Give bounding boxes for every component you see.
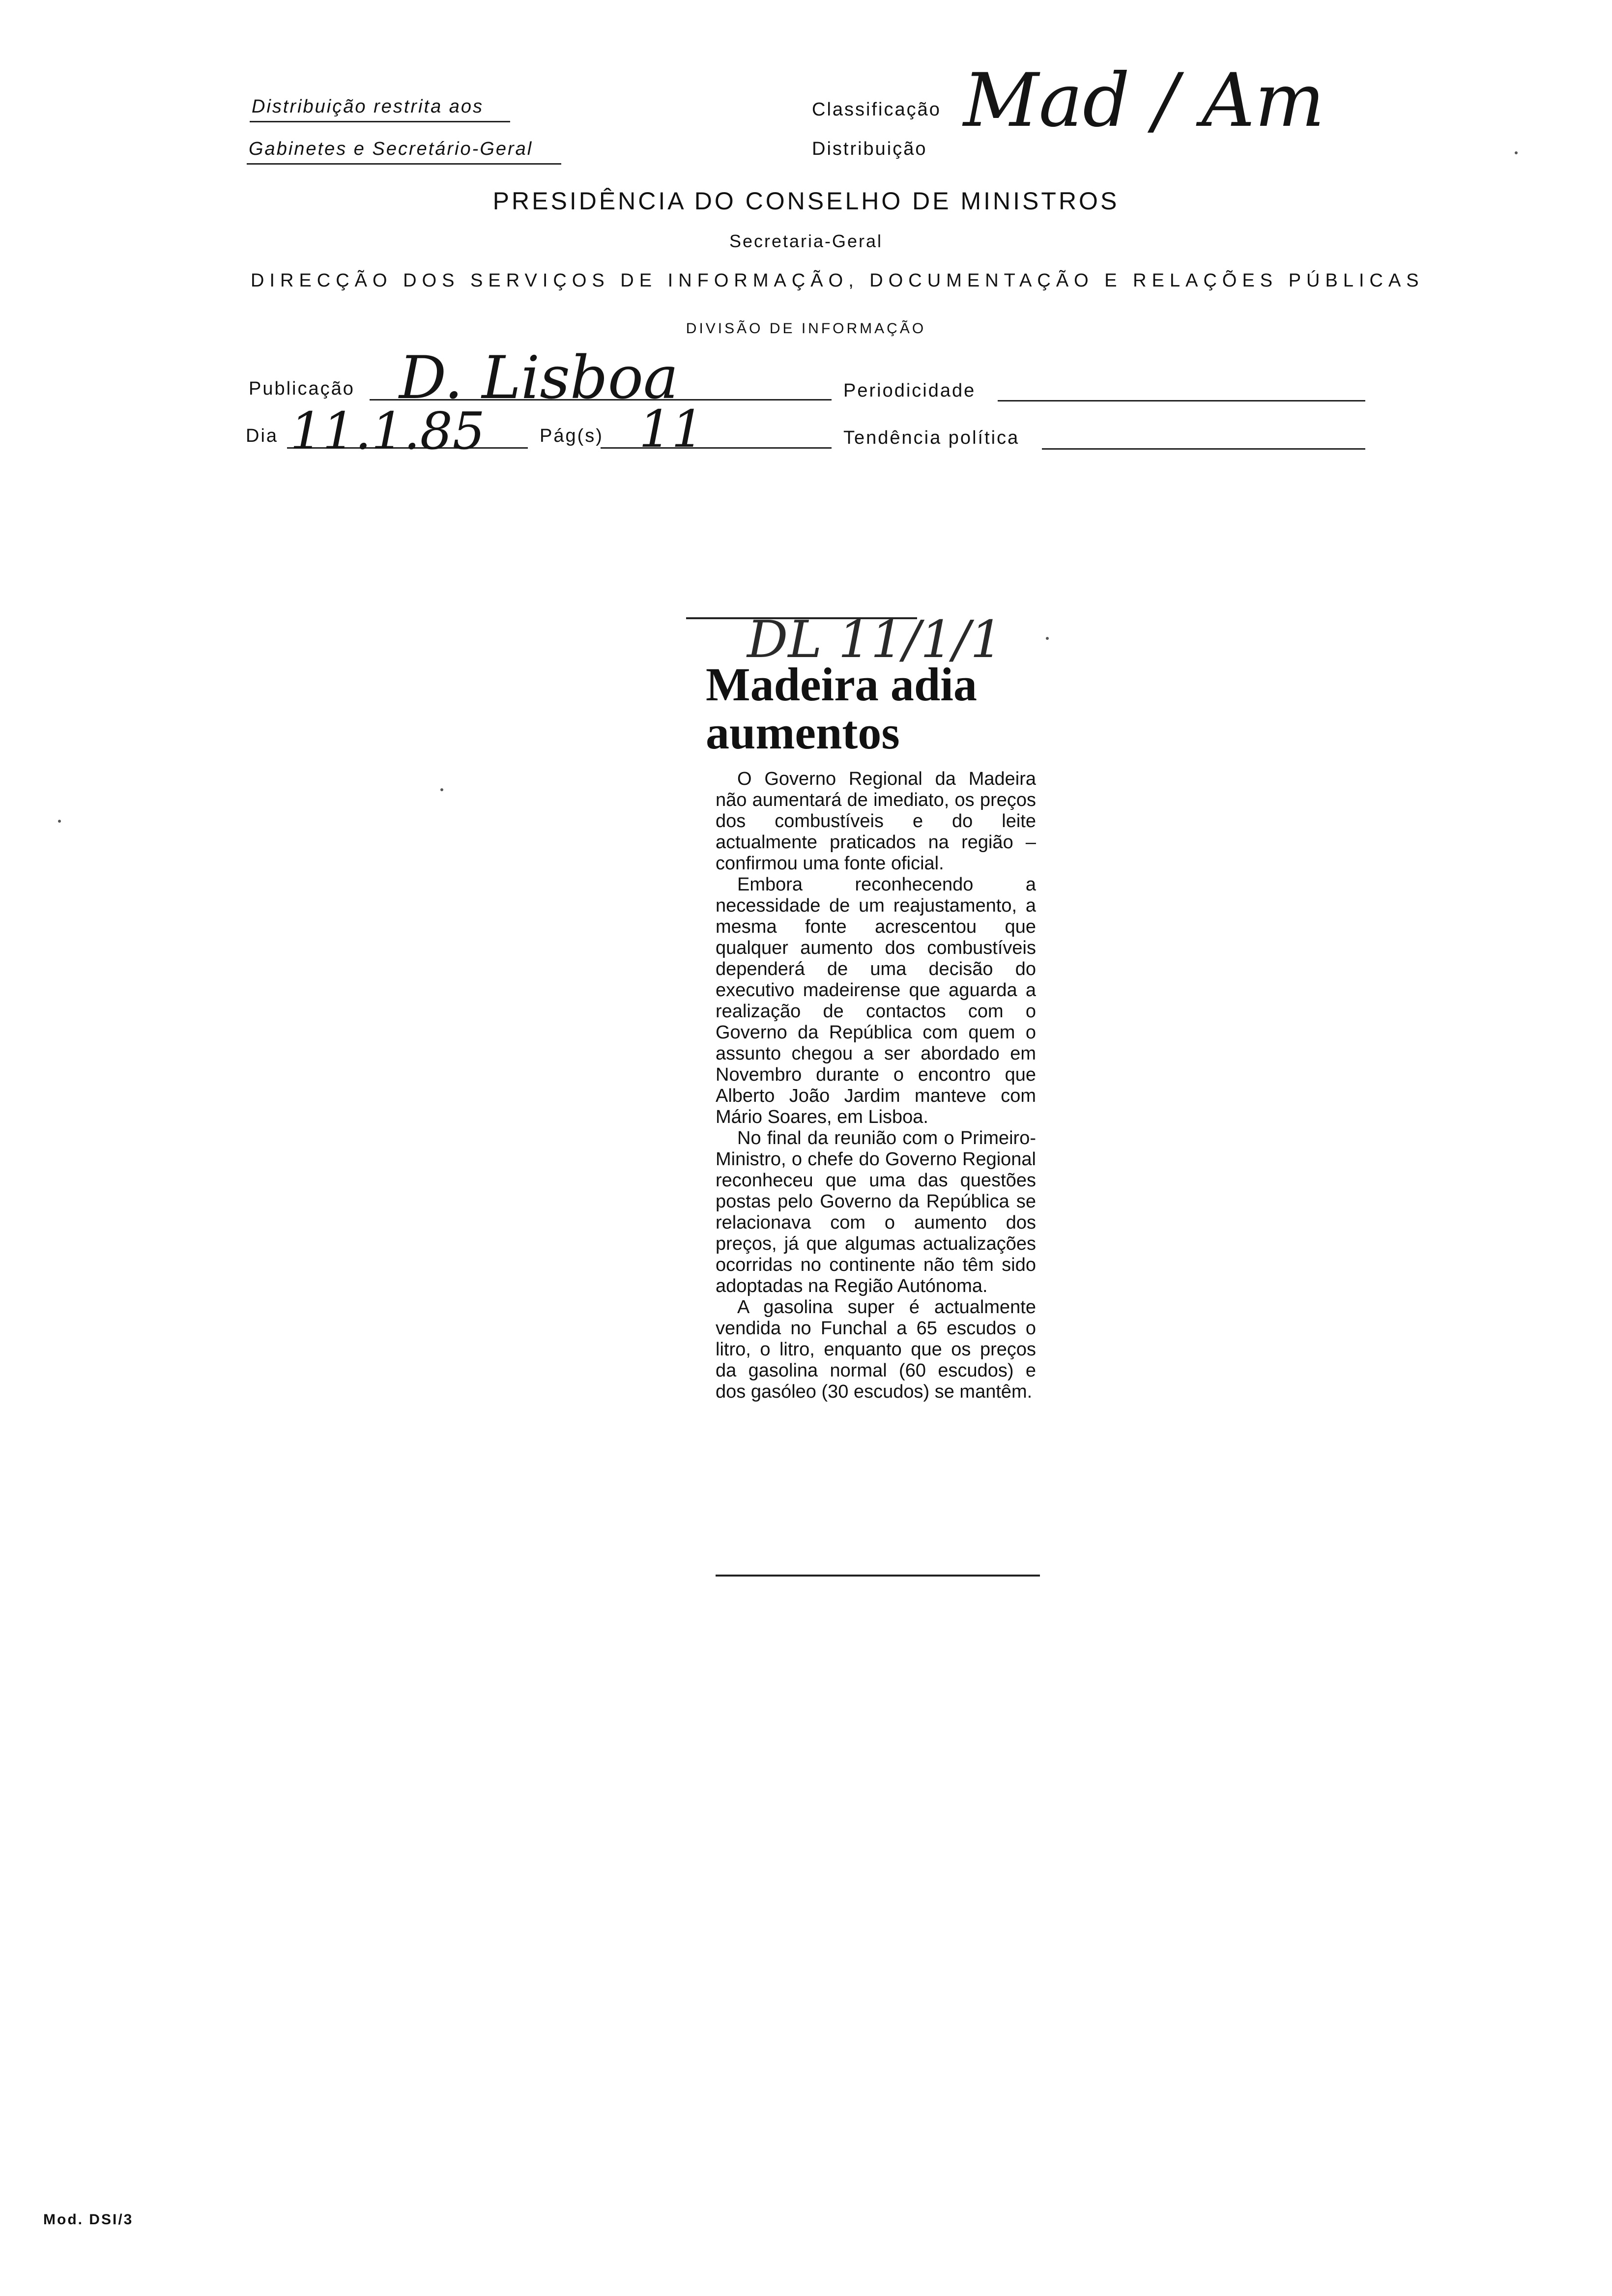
scan-speck xyxy=(1046,637,1049,640)
article-paragraph-3: No final da reunião com o Primeiro-Ministro, o chefe do Governo Regional reconheceu que uma das questões postas pelo Governo da República se relacionava com o aumento dos preços, já que algumas actualizações ocorridas no continente não têm sido adoptadas na Região Autónoma. xyxy=(716,1128,1036,1296)
scan-speck xyxy=(1515,151,1518,154)
distribution-underline-2 xyxy=(247,163,561,165)
periodicidade-line xyxy=(998,400,1365,402)
scan-speck xyxy=(58,820,61,823)
distribution-underline-1 xyxy=(250,121,510,122)
page-subtitle: Secretaria-Geral xyxy=(729,231,883,251)
pags-value: 11 xyxy=(639,399,704,459)
classificacao-label: Classificação xyxy=(812,99,941,120)
scan-speck xyxy=(440,788,443,791)
periodicidade-label: Periodicidade xyxy=(843,380,976,401)
clipping-stamp: DL 11/1/1 xyxy=(747,609,1003,669)
article-paragraph-4: A gasolina super é actualmente vendida no Funchal a 65 escudos o litro, o litro, enquanto que os preços da gasolina normal (60 escudos) e dos gasóleo (30 escudos) se mantêm. xyxy=(716,1297,1036,1402)
article-title-line-1: Madeira adia xyxy=(706,658,977,711)
dia-label: Dia xyxy=(246,426,279,446)
pags-label: Pág(s) xyxy=(540,426,604,446)
direction-line: DIRECÇÃO DOS SERVIÇOS DE INFORMAÇÃO, DOCUMENTAÇÃO E RELAÇÕES PÚBLICAS xyxy=(251,270,1424,291)
dia-value: 11.1.85 xyxy=(290,401,485,461)
publicacao-value: D. Lisboa xyxy=(399,344,679,412)
publicacao-label: Publicação xyxy=(249,378,355,399)
distribution-line-1: Distribuição restrita aos xyxy=(252,96,484,117)
page-title: PRESIDÊNCIA DO CONSELHO DE MINISTROS xyxy=(492,187,1120,215)
classification-handwriting: Mad / Am xyxy=(963,58,1325,144)
tendencia-label: Tendência política xyxy=(843,428,1020,448)
model-code: Mod. DSI/3 xyxy=(43,2211,134,2228)
clipping-bottom-rule xyxy=(716,1575,1040,1577)
article-body xyxy=(716,769,1036,1403)
distribuicao-label: Distribuição xyxy=(812,139,927,159)
distribution-line-2: Gabinetes e Secretário-Geral xyxy=(249,139,533,159)
article-paragraph-2: Embora reconhecendo a necessidade de um reajustamento, a mesma fonte acrescentou que qualquer aumento dos combustíveis dependerá de uma decisão do executivo madeirense que aguarda a realização de contactos com o Governo da República com quem o assunto chegou a ser abordado em Novembro durante o encontro que Alberto João Jardim manteve com Mário Soares, em Lisboa. xyxy=(716,874,1036,1127)
pags-line xyxy=(601,447,832,449)
tendencia-line xyxy=(1042,448,1365,450)
article-title-line-2: aumentos xyxy=(706,706,900,759)
article-paragraph-1: O Governo Regional da Madeira não aumentará de imediato, os preços dos combustíveis e do leite actualmente praticados na região – confirmou uma fonte oficial. xyxy=(716,769,1036,874)
division-label: DIVISÃO DE INFORMAÇÃO xyxy=(686,320,926,337)
